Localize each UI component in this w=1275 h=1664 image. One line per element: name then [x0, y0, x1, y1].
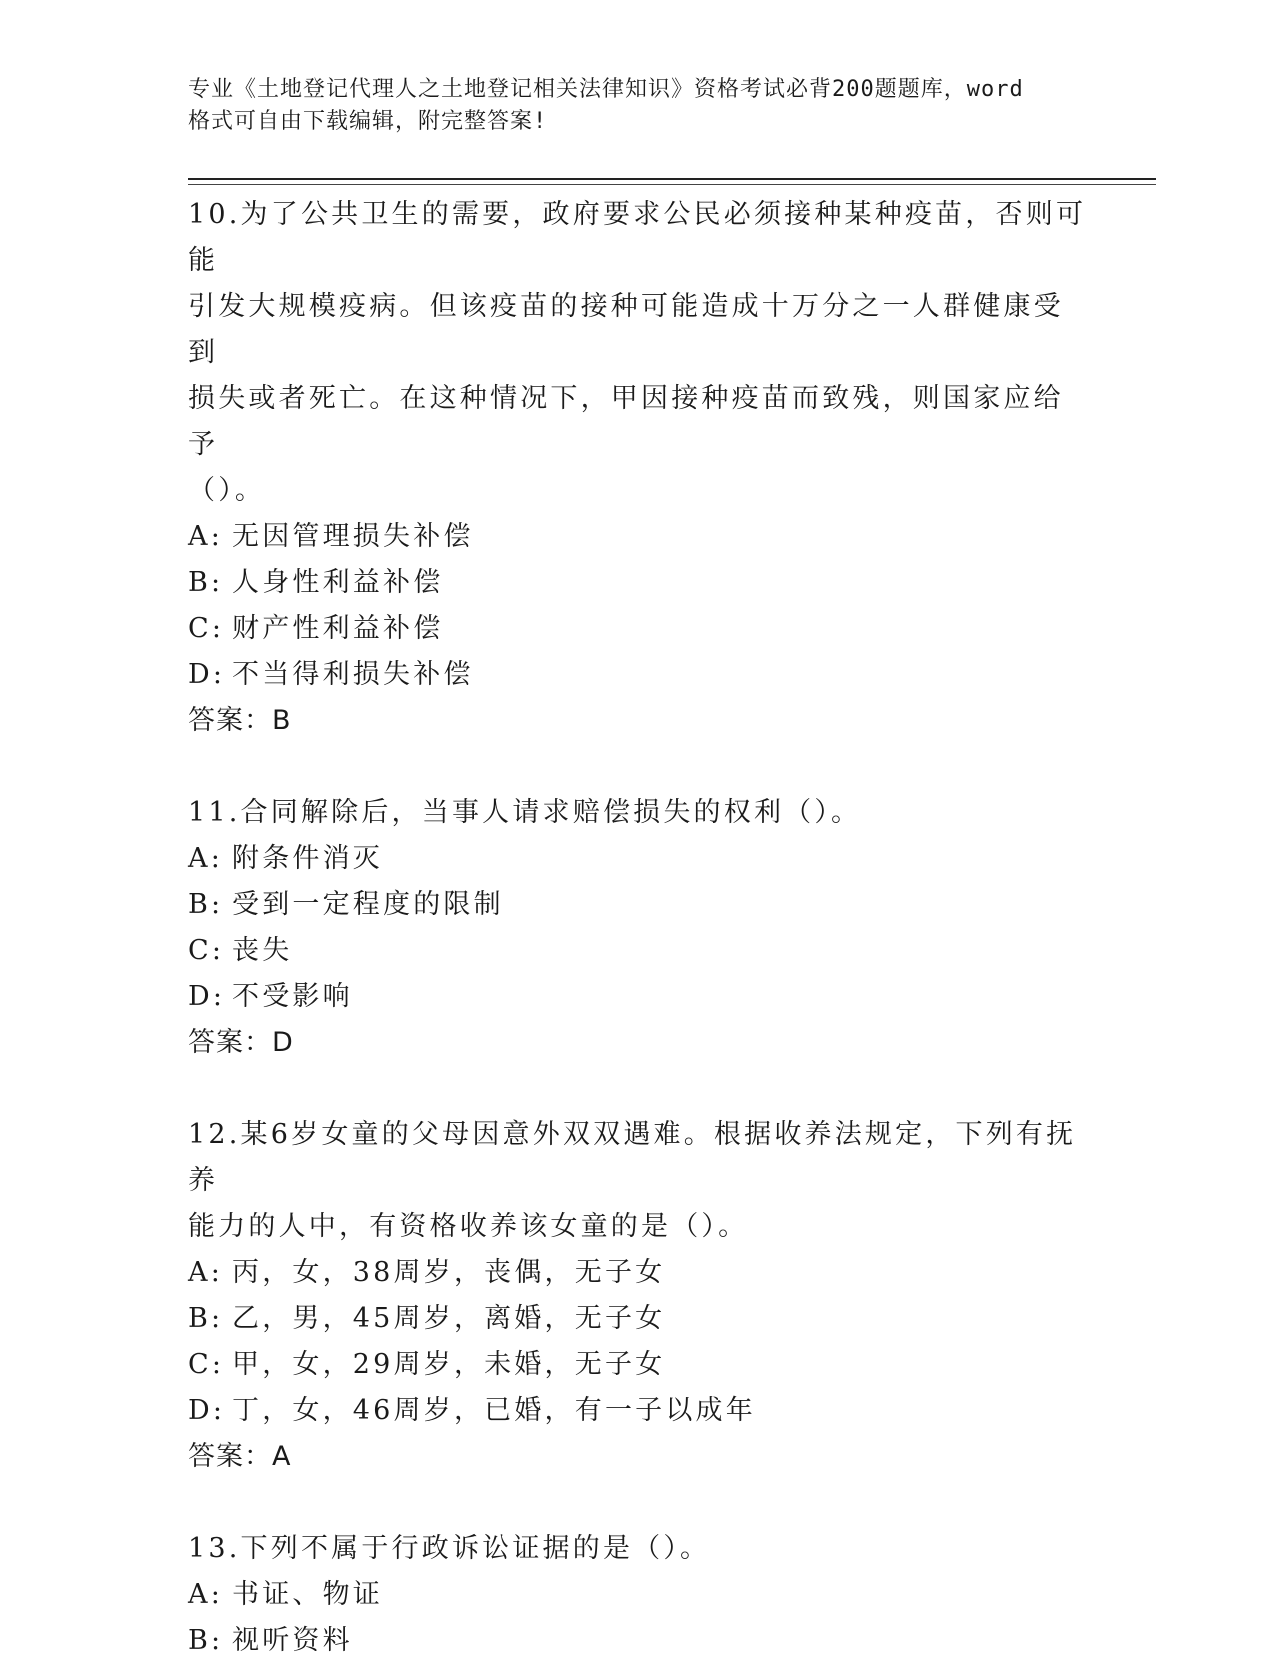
option-letter: C: — [188, 1349, 225, 1380]
option-letter: A: — [188, 1257, 223, 1288]
question-stem-line: （）。 — [188, 475, 266, 506]
option-a — [188, 514, 1088, 560]
option-letter: C: — [188, 935, 225, 966]
header-divider-thin — [188, 184, 1156, 185]
spacer — [188, 1066, 1088, 1112]
option-text: 不当得利损失补偿 — [232, 659, 474, 690]
option-text: 甲，女，29周岁，未婚，无子女 — [232, 1349, 666, 1380]
answer-line: 答案：A — [188, 1441, 292, 1472]
option-text: 丧失 — [232, 935, 293, 966]
question-stem-line: 损失或者死亡。在这种情况下，甲因接种疫苗而致残，则国家应给予 — [188, 383, 1064, 460]
spacer — [188, 744, 1088, 790]
option-text: 丙，女，38周岁，丧偶，无子女 — [232, 1257, 666, 1288]
option-d — [188, 1388, 1088, 1434]
option-text: 乙，男，45周岁，离婚，无子女 — [232, 1303, 666, 1334]
option-text: 不受影响 — [232, 981, 353, 1012]
option-letter: D: — [188, 1395, 226, 1426]
answer-line: 答案：B — [188, 705, 292, 736]
option-b — [188, 1296, 1088, 1342]
question-stem-line: 13.下列不属于行政诉讼证据的是（）。 — [188, 1533, 711, 1564]
option-a — [188, 1572, 1088, 1618]
question-stem-line: 12.某6岁女童的父母因意外双双遇难。根据收养法规定，下列有抚养 — [188, 1119, 1077, 1196]
question-stem-line: 引发大规模疫病。但该疫苗的接种可能造成十万分之一人群健康受到 — [188, 291, 1064, 368]
option-d — [188, 974, 1088, 1020]
option-letter: B: — [188, 567, 224, 598]
option-letter: B: — [188, 1625, 224, 1656]
option-letter: D: — [188, 659, 226, 690]
option-text: 丁，女，46周岁，已婚，有一子以成年 — [232, 1395, 756, 1426]
question-10 — [188, 192, 1088, 744]
option-a — [188, 1250, 1088, 1296]
option-d — [188, 652, 1088, 698]
header-line-2: 格式可自由下载编辑，附完整答案! — [188, 109, 548, 134]
option-text: 无因管理损失补偿 — [232, 521, 474, 552]
question-list — [188, 192, 1088, 1664]
option-letter: D: — [188, 981, 226, 1012]
option-c — [188, 928, 1088, 974]
option-text: 受到一定程度的限制 — [232, 889, 504, 920]
answer-line: 答案：D — [188, 1027, 294, 1058]
option-c — [188, 1342, 1088, 1388]
option-c — [188, 606, 1088, 652]
header-line-1: 专业《土地登记代理人之土地登记相关法律知识》资格考试必背200题题库，word — [188, 77, 1024, 102]
question-stem-line: 能力的人中，有资格收养该女童的是（）。 — [188, 1211, 749, 1242]
option-text: 财产性利益补偿 — [232, 613, 444, 644]
option-text: 视听资料 — [232, 1625, 353, 1656]
option-text: 附条件消灭 — [232, 843, 383, 874]
question-13 — [188, 1526, 1088, 1664]
question-stem-line: 10.为了公共卫生的需要，政府要求公民必须接种某种疫苗，否则可能 — [188, 199, 1087, 276]
option-a — [188, 836, 1088, 882]
option-letter: B: — [188, 889, 224, 920]
option-b — [188, 560, 1088, 606]
option-letter: A: — [188, 1579, 223, 1610]
spacer — [188, 1480, 1088, 1526]
option-letter: A: — [188, 521, 223, 552]
option-b — [188, 882, 1088, 928]
document-header — [188, 74, 1088, 138]
question-11 — [188, 790, 1088, 1066]
option-text: 人身性利益补偿 — [232, 567, 444, 598]
option-letter: C: — [188, 613, 225, 644]
option-letter: B: — [188, 1303, 224, 1334]
question-stem-line: 11.合同解除后，当事人请求赔偿损失的权利（）。 — [188, 797, 862, 828]
option-b — [188, 1618, 1088, 1664]
header-divider-thick — [188, 178, 1156, 180]
option-text: 书证、物证 — [232, 1579, 383, 1610]
option-letter: A: — [188, 843, 223, 874]
question-12 — [188, 1112, 1088, 1480]
